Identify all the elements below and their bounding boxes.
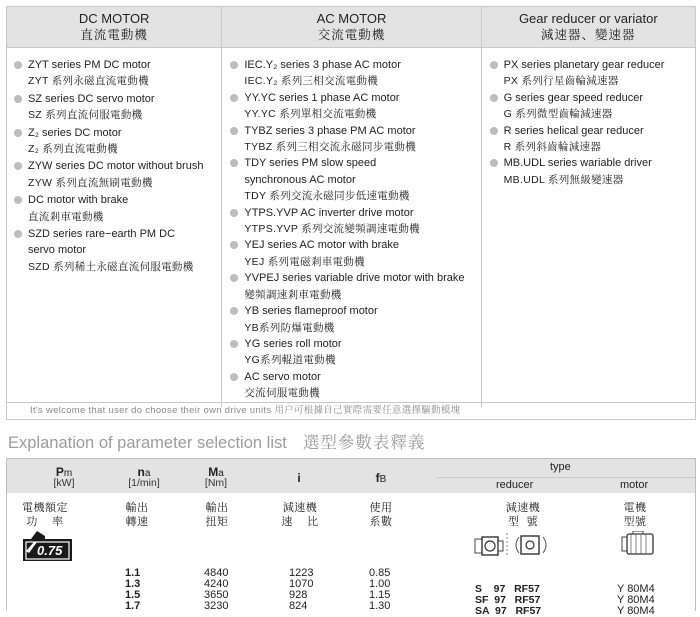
table-cell-ma: 3650 — [204, 589, 229, 601]
list-item-line: ZYW series DC motor without brush — [28, 160, 204, 173]
list-item-line: TDY 系列交流永磁同步低速電動機 — [244, 190, 410, 203]
power-badge — [23, 531, 72, 561]
list-item — [230, 90, 480, 123]
table-cell-ma: 3230 — [204, 600, 229, 612]
list-item-line: ZYT 系列永磁直流電動機 — [28, 75, 149, 88]
pm-header: Pm — [55, 465, 73, 479]
list-item — [230, 303, 480, 336]
bullet-icon — [490, 127, 498, 135]
motor-category-table — [6, 6, 696, 420]
list-item — [230, 270, 480, 303]
list-item-line: 直流剎車電動機 — [28, 210, 104, 223]
dc-motor-title: DC MOTOR — [78, 11, 150, 26]
list-item — [490, 155, 695, 188]
list-item-line: synchronous AC motor — [244, 173, 356, 186]
table-cell-motor: Y 80M4 — [617, 605, 655, 617]
gear-title: Gear reducer or variator — [518, 11, 658, 26]
list-item — [14, 91, 221, 124]
table-cell-i: 928 — [289, 589, 308, 601]
list-item-line: YVPEJ series variable drive motor with brake — [244, 272, 465, 285]
bullet-icon — [230, 274, 238, 282]
table-cell-fb: 1.15 — [369, 589, 391, 601]
list-item — [14, 192, 221, 225]
list-item-line: SZ series DC servo motor — [28, 92, 155, 105]
ma-unit: [Nm] — [204, 477, 228, 489]
ac-motor-list — [222, 48, 481, 407]
table-cell-na: 1.5 — [125, 589, 141, 601]
list-item-line: YY.YC 系列單相交流電動機 — [244, 108, 377, 121]
list-item-line: 交流伺服電動機 — [244, 387, 320, 400]
list-item-line: YB series flameproof motor — [244, 305, 378, 318]
list-item-line: YB系列防爆電動機 — [244, 321, 335, 334]
list-item — [230, 57, 480, 90]
bullet-icon — [14, 162, 22, 170]
explanation-title-en: Explanation of parameter selection list — [8, 434, 287, 452]
ac-motor-title: AC MOTOR — [316, 11, 387, 26]
motor-table-header — [7, 7, 695, 48]
list-item — [230, 369, 480, 402]
table-cell-i: 824 — [289, 600, 308, 612]
bullet-icon — [14, 61, 22, 69]
list-item — [14, 125, 221, 158]
list-item-line: YEJ series AC motor with brake — [244, 239, 400, 252]
list-item-line: YG系列輥道電動機 — [244, 354, 336, 367]
list-item-line: MB.UDL series wariable driver — [503, 157, 652, 170]
type-header: type — [550, 461, 571, 473]
list-item-line: IEC.Y₂ 系列三相交流電動機 — [244, 75, 379, 88]
motor-label-zh: 電機 型號 — [623, 502, 647, 528]
list-item-line: SZD series rare−earth PM DC — [28, 228, 176, 241]
ma-label-zh: 輸出 扭矩 — [205, 502, 229, 528]
explanation-title — [8, 429, 425, 453]
list-item-line: SZD 系列稀土永磁直流伺服電動機 — [28, 260, 194, 273]
list-item — [230, 123, 480, 156]
list-item — [14, 57, 221, 90]
bullet-icon — [14, 129, 22, 137]
type-divider — [437, 477, 695, 478]
table-cell-reducer: SA 97 RF57 — [475, 605, 542, 617]
list-item-line: MB.UDL 系列無級變速器 — [503, 173, 624, 186]
table-cell-ma: 4240 — [204, 578, 229, 590]
list-item-line: Z₂ 系列直流電動機 — [28, 143, 118, 156]
list-item-line: YY.YC series 1 phase AC motor — [244, 91, 400, 104]
pm-unit: [kW] — [53, 477, 75, 489]
bullet-icon — [14, 196, 22, 204]
power-badge-value: 0.75 — [37, 543, 63, 558]
fb-header: fB — [375, 471, 387, 485]
list-item-line: 變頻調速剎車電動機 — [244, 288, 342, 301]
table-cell-na: 1.7 — [125, 600, 141, 612]
list-item-line: servo motor — [28, 244, 87, 257]
bullet-icon — [490, 159, 498, 167]
reducer-header: reducer — [496, 479, 534, 491]
list-item-line: DC motor with brake — [28, 194, 129, 207]
table-cell-ma: 4840 — [204, 567, 229, 579]
bullet-icon — [230, 94, 238, 102]
list-item — [490, 90, 695, 123]
list-item — [230, 205, 480, 238]
table-cell-reducer: SF 97 RF57 — [475, 594, 541, 606]
list-item-line: SZ 系列直流伺服電動機 — [28, 109, 143, 122]
gear-title-zh: 減速器、變速器 — [541, 28, 636, 42]
na-header: na — [137, 465, 151, 479]
gear-header — [482, 7, 695, 47]
list-item — [230, 237, 480, 270]
list-item-line: YG series roll motor — [244, 337, 342, 350]
bullet-icon — [230, 61, 238, 69]
list-item — [230, 336, 480, 369]
list-item-line: PX 系列行星齒輪減速器 — [503, 75, 619, 88]
table-cell-i: 1223 — [289, 567, 314, 579]
list-item-line: IEC.Y₂ series 3 phase AC motor — [244, 59, 401, 71]
bullet-icon — [230, 241, 238, 249]
motor-header: motor — [620, 479, 649, 491]
table-cell-na: 1.3 — [125, 578, 141, 590]
list-item-line: TYBZ 系列三相交流永磁同步電動機 — [244, 141, 417, 154]
ac-motor-title-zh: 交流電動機 — [317, 28, 386, 42]
list-item — [490, 123, 695, 156]
motor-table-body — [7, 48, 695, 407]
reducer-label-zh: 減速機 型 號 — [505, 502, 541, 528]
reducer-drawing-icon — [473, 531, 553, 557]
list-item — [490, 57, 695, 90]
list-item-line: PX series planetary gear reducer — [503, 59, 665, 71]
list-item-line: AC servo motor — [244, 370, 321, 383]
table-cell-fb: 1.30 — [369, 600, 391, 612]
list-item-line: YEJ 系列電磁剎車電動機 — [244, 255, 365, 268]
list-item-line: R 系列斜齒輪減速器 — [503, 141, 602, 154]
bullet-icon — [230, 373, 238, 381]
dc-motor-list — [7, 48, 222, 407]
table-cell-motor: Y 80M4 — [617, 594, 655, 606]
bullet-icon — [230, 340, 238, 348]
table-cell-reducer: S 97 RF57 — [475, 583, 540, 595]
ma-header: Ma — [208, 465, 224, 479]
ac-motor-header — [222, 7, 481, 47]
fb-label-zh: 使用 系數 — [369, 502, 393, 528]
parameter-table — [6, 458, 696, 617]
table-cell-fb: 1.00 — [369, 578, 391, 590]
list-item-line: TYBZ series 3 phase PM AC motor — [244, 124, 416, 137]
list-item — [230, 155, 480, 204]
table-cell-fb: 0.85 — [369, 567, 391, 579]
explanation-title-zh: 選型參數表釋義 — [302, 434, 426, 452]
gear-reducer-list — [482, 48, 695, 407]
bullet-icon — [14, 95, 22, 103]
pm-label-zh: 電機額定 功 率 — [22, 502, 68, 528]
list-item-line: ZYW 系列直流無刷電動機 — [28, 176, 153, 189]
list-item-line: Z₂ series DC motor — [28, 126, 122, 139]
parameter-table-header — [7, 459, 695, 493]
list-item-line: TDY series PM slow speed — [244, 157, 377, 170]
list-item-line: G 系列微型齒輪減速器 — [503, 108, 613, 121]
i-label-zh: 減速機 速 比 — [281, 502, 319, 528]
table-cell-i: 1070 — [289, 578, 314, 590]
list-item-line: R series helical gear reducer — [503, 124, 644, 137]
dc-motor-title-zh: 直流電動機 — [80, 28, 148, 42]
na-label-zh: 輸出 轉速 — [125, 502, 149, 528]
list-item — [14, 158, 221, 191]
na-unit: [1/min] — [128, 477, 160, 489]
bullet-icon — [230, 209, 238, 217]
dc-motor-header — [7, 7, 222, 47]
i-header: i — [297, 471, 301, 485]
bullet-icon — [490, 61, 498, 69]
table-cell-na: 1.1 — [125, 567, 141, 579]
list-item-line: ZYT series PM DC motor — [28, 59, 151, 71]
bullet-icon — [490, 94, 498, 102]
bullet-icon — [230, 159, 238, 167]
bullet-icon — [230, 307, 238, 315]
welcome-note: It's welcome that user do choose their own drive units 用户可根據自己實際需要任意選擇驅動模塊 — [7, 402, 695, 419]
list-item-line: YTPS.YVP AC inverter drive motor — [244, 206, 414, 219]
motor-drawing-icon — [621, 531, 657, 557]
list-item-line: YTPS.YVP 系列交流變頻調速電動機 — [244, 223, 420, 236]
list-item-line: G series gear speed reducer — [503, 91, 644, 104]
list-item — [14, 226, 221, 275]
bullet-icon — [14, 230, 22, 238]
bullet-icon — [230, 127, 238, 135]
table-cell-motor: Y 80M4 — [617, 583, 655, 595]
